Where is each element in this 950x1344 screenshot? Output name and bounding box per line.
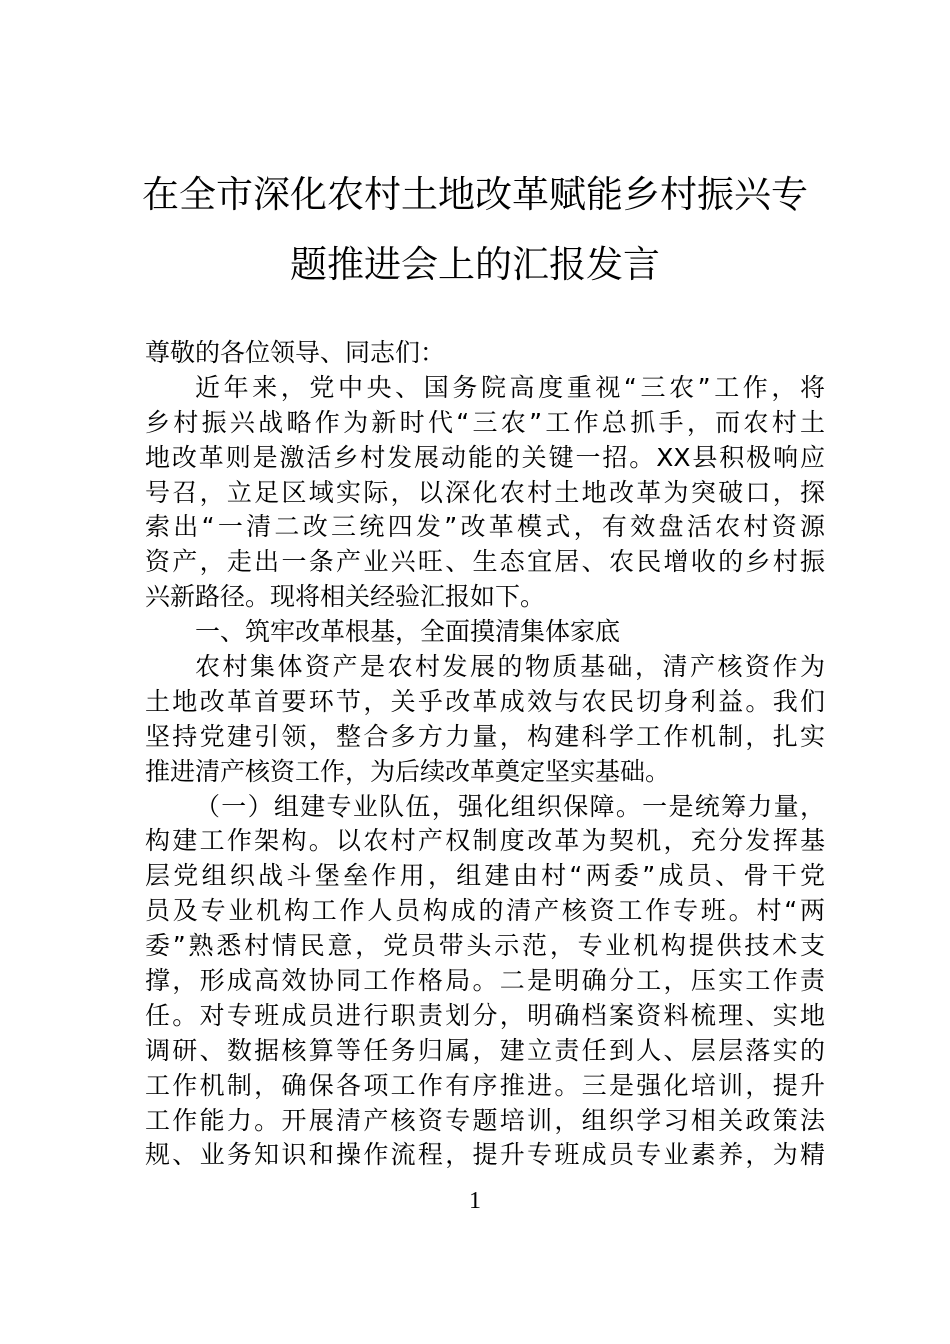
body-text-line: 调研、数据核算等任务归属，建立责任到人、层层落实的 (145, 1035, 825, 1065)
document-title-line-1: 在全市深化农村土地改革赋能乡村振兴专 (142, 173, 808, 216)
document-body (145, 336, 825, 1173)
page-number: 1 (469, 1188, 481, 1214)
body-text-line: 层党组织战斗堡垒作用，组建由村“两委”成员、骨干党 (145, 861, 825, 891)
body-text-line: 任。对专班成员进行职责划分，明确档案资料梳理、实地 (145, 1000, 825, 1030)
body-text-line: 推进清产核资工作，为后续改革奠定坚实基础。 (145, 756, 671, 786)
document-title-line-2: 题推进会上的汇报发言 (290, 243, 660, 286)
body-text-line: 尊敬的各位领导、同志们： (145, 338, 446, 367)
body-text-line: 工作机制，确保各项工作有序推进。三是强化培训，提升 (145, 1070, 825, 1100)
body-text-line: 坚持党建引领，整合多方力量，构建科学工作机制，扎实 (145, 721, 825, 751)
body-text-line: 一、筑牢改革根基，全面摸清集体家底 (195, 617, 621, 647)
body-text-line: 工作能力。开展清产核资专题培训，组织学习相关政策法 (145, 1105, 825, 1135)
body-text-line: 地改革则是激活乡村发展动能的关键一招。XX县积极响应 (145, 442, 825, 472)
body-text-line: 号召，立足区域实际，以深化农村土地改革为突破口，探 (145, 477, 825, 507)
body-text-line: 构建工作架构。以农村产权制度改革为契机，充分发挥基 (145, 826, 825, 856)
body-text-line: 农村集体资产是农村发展的物质基础，清产核资作为 (195, 652, 825, 682)
body-text-line: 委”熟悉村情民意，党员带头示范，专业机构提供技术支 (145, 931, 825, 961)
body-text-line: 乡村振兴战略作为新时代“三农”工作总抓手，而农村土 (145, 407, 825, 437)
body-text-line: 索出“一清二改三统四发”改革模式，有效盘活农村资源 (145, 512, 825, 542)
body-text-line: 土地改革首要环节，关乎改革成效与农民切身利益。我们 (145, 686, 825, 716)
body-text-line: （一）组建专业队伍，强化组织保障。一是统筹力量， (195, 791, 825, 821)
body-text-line: 撑，形成高效协同工作格局。二是明确分工，压实工作责 (145, 966, 825, 996)
body-text-line: 规、业务知识和操作流程，提升专班成员专业素养，为精 (145, 1140, 825, 1170)
body-text-line: 近年来，党中央、国务院高度重视“三农”工作，将 (195, 372, 825, 402)
body-text-line: 兴新路径。现将相关经验汇报如下。 (145, 582, 546, 612)
body-text-line: 资产，走出一条产业兴旺、生态宜居、农民增收的乡村振 (145, 547, 825, 577)
body-text-line: 员及专业机构工作人员构成的清产核资工作专班。村“两 (145, 896, 825, 926)
